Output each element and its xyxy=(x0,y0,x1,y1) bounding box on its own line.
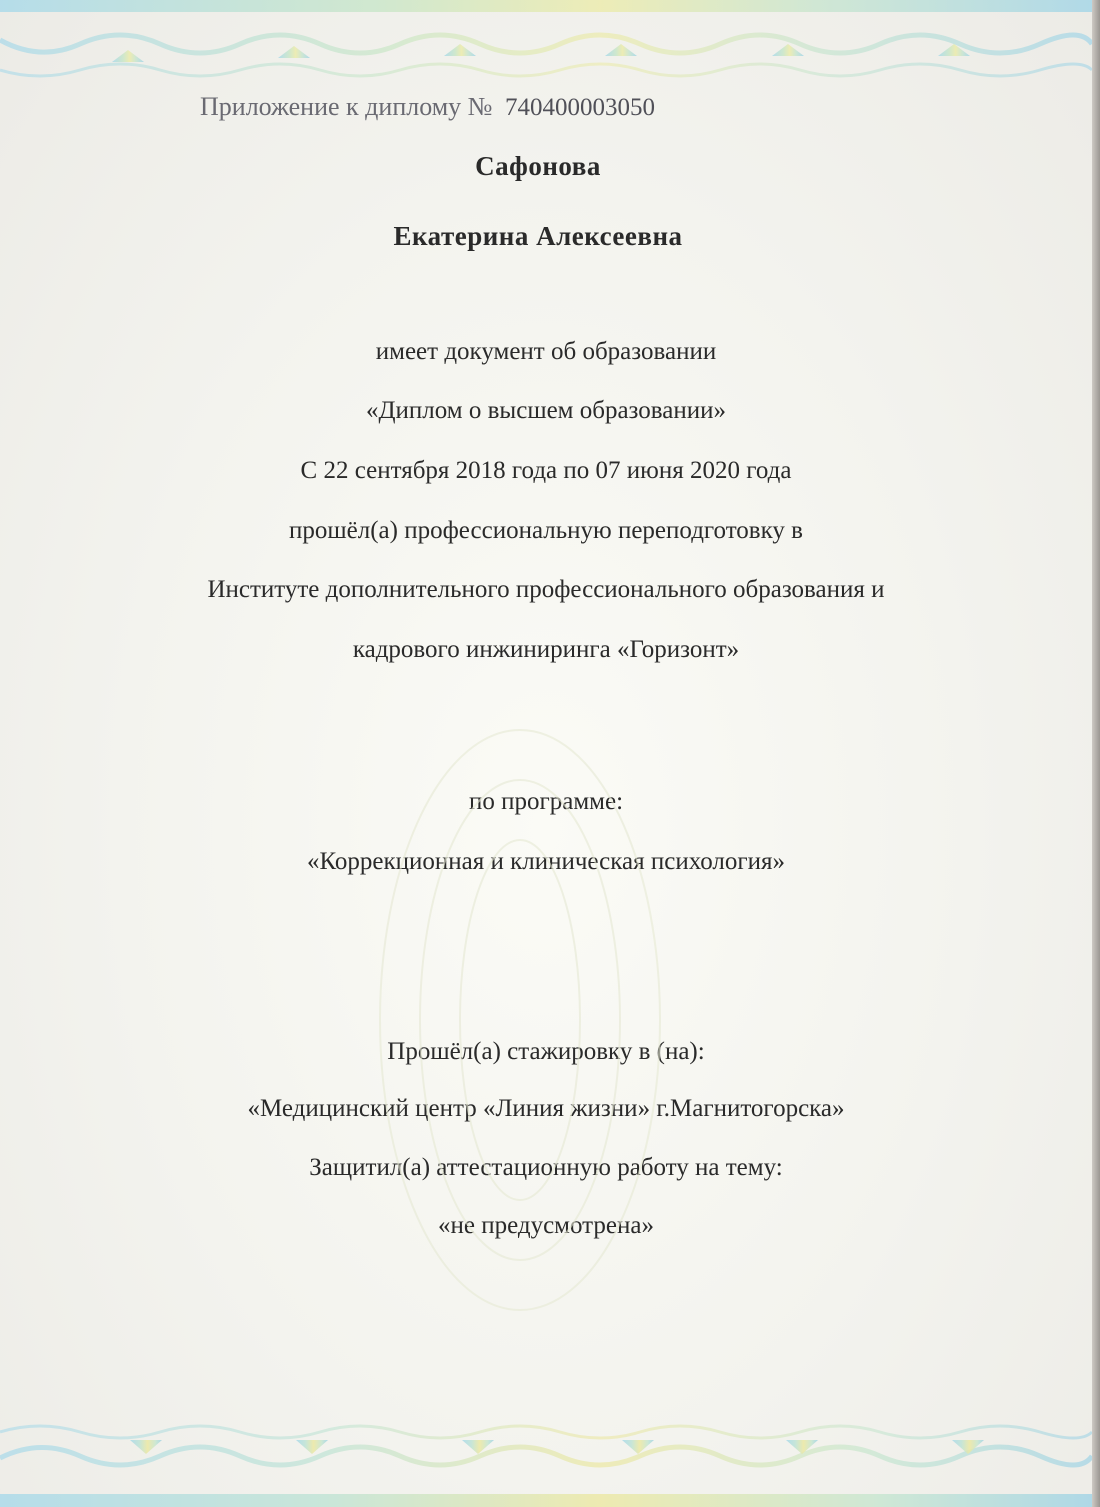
given-names: Екатерина Алексеевна xyxy=(393,221,683,251)
body-line-internship-label: Прошёл(а) стажировку в (на): xyxy=(387,1038,705,1065)
body-line-6: кадрового инжиниринга «Горизонт» xyxy=(352,636,740,663)
body-line-program-label: по программе: xyxy=(468,788,624,815)
body-line-2: «Диплом о высшем образовании» xyxy=(366,397,726,424)
page-edge-shadow xyxy=(1092,0,1100,1507)
top-ornamental-border xyxy=(0,0,1092,90)
body-line-thesis-label: Защитил(а) аттестационную работу на тему: xyxy=(309,1154,783,1181)
body-line-thesis-topic: «не предусмотрена» xyxy=(438,1212,654,1239)
diploma-number-header xyxy=(200,92,800,122)
bottom-ornamental-border xyxy=(0,1410,1092,1507)
diploma-number: 740400003050 xyxy=(504,94,655,121)
body-line-5: Институте дополнительного профессионального образования и xyxy=(207,576,885,603)
body-line-3: С 22 сентября 2018 года по 07 июня 2020 года xyxy=(300,457,792,484)
body-line-internship-place: «Медицинский центр «Линия жизни» г.Магнитогорска» xyxy=(247,1095,845,1122)
body-line-program-name: «Коррекционная и клиническая психология» xyxy=(306,848,786,875)
surname: Сафонова xyxy=(475,151,601,181)
header-label: Приложение к диплому № xyxy=(200,92,493,121)
faint-watermark xyxy=(360,700,680,1340)
body-line-4: прошёл(а) профессиональную переподготовку в xyxy=(289,517,803,544)
body-line-1: имеет документ об образовании xyxy=(375,338,717,365)
